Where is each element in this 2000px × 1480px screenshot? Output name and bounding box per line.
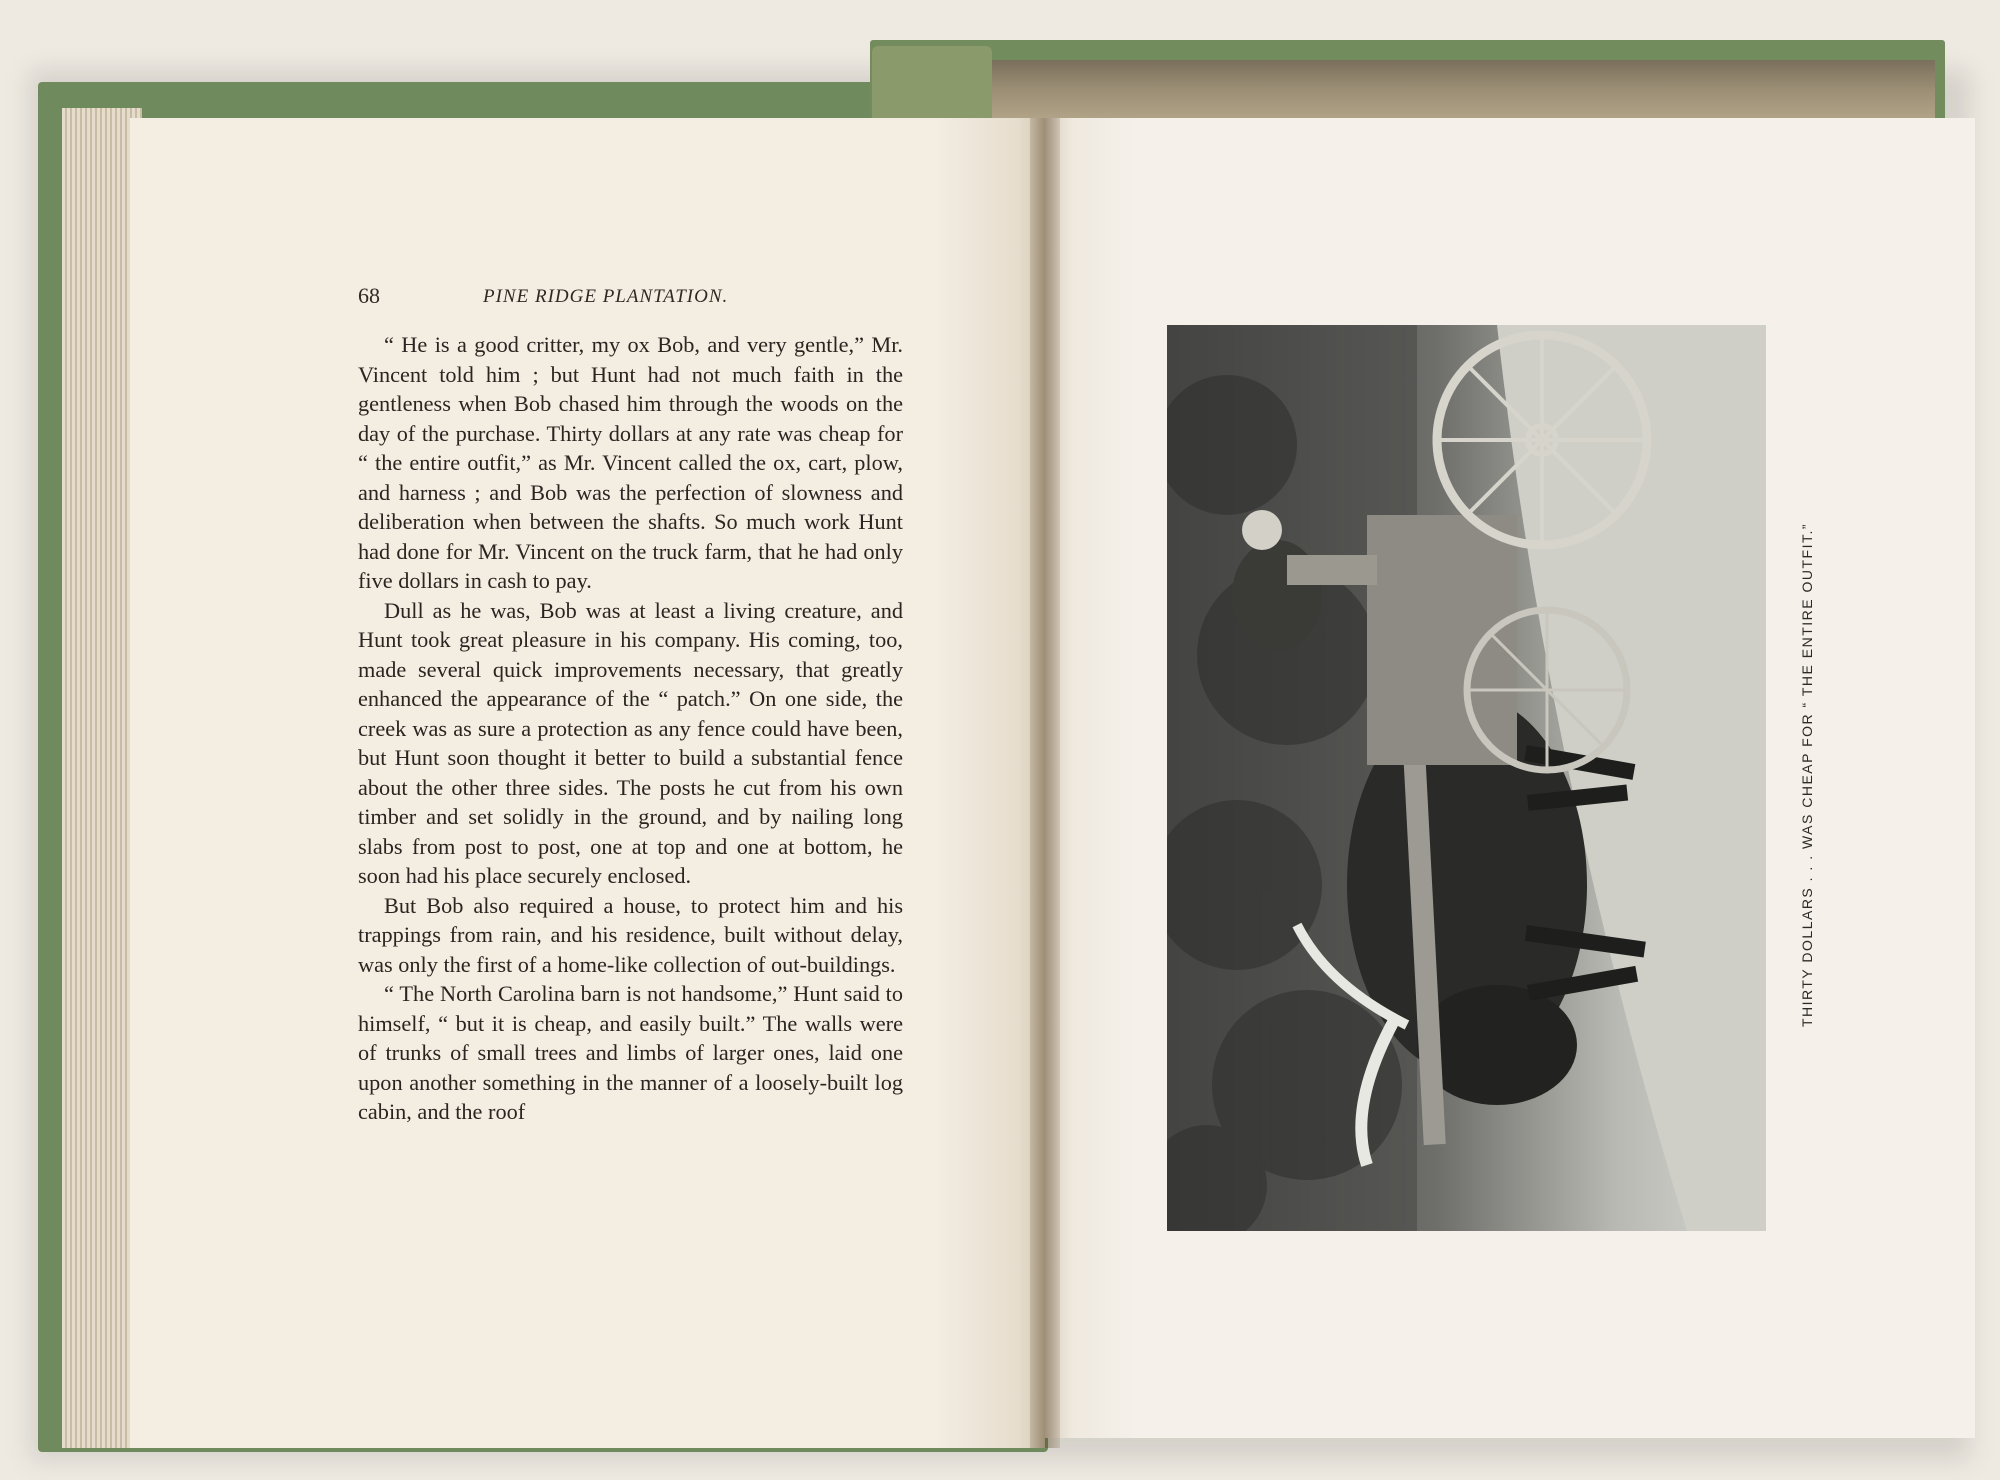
running-head	[358, 283, 903, 313]
paragraph-4: “ The North Carolina barn is not handsome,” Hunt said to himself, “ but it is cheap, and easily built.” The walls were of trunks of small trees and limbs of larger ones, laid one upon another something in the manner of a loosely-built log cabin, and the roof	[358, 981, 903, 1124]
small-wheel	[1467, 610, 1627, 770]
illustration-plate	[1167, 325, 1766, 1231]
running-title: PINE RIDGE PLANTATION.	[483, 286, 729, 307]
paragraph-3: But Bob also required a house, to protect him and his trappings from rain, and his residence, built without delay, was only the first of a home-like collection of out-buildings.	[358, 892, 903, 977]
body-text	[358, 330, 903, 1127]
ox-cart-photo	[1167, 325, 1766, 1231]
book-gutter	[1030, 118, 1060, 1448]
cart-body	[1367, 515, 1517, 765]
paragraph-1: “ He is a good critter, my ox Bob, and very gentle,” Mr. Vincent told him ; but Hunt had not much faith in the gentleness when Bob chased him through the woods on the day of the purchase. Thirty dollars at any rate was cheap for “ the entire outfit,” as Mr. Vincent called the ox, cart, plow, and harness ; and Bob was the perfection of slowness and deliberation when between the shafts. So much work Hunt had done for Mr. Vincent on the truck farm, that he had only five dollars in cash to pay.	[358, 332, 903, 593]
page-number: 68	[358, 283, 380, 308]
paragraph-2: Dull as he was, Bob was at least a living creature, and Hunt took great pleasure in his company. His coming, too, made several quick improvements necessary, that greatly enhanced the appearance of the “ patch.” On one side, the creek was as sure a protection as any fence could have been, but Hunt soon thought it better to build a substantial fence about the other three sides. The posts he cut from his own timber and set solidly in the ground, and by nailing long slabs from post to post, one at top and one at bottom, he soon had his place securely enclosed.	[358, 597, 903, 888]
caption-text: THIRTY DOLLARS . . . WAS CHEAP FOR “ THE ENTIRE OUTFIT.”	[1799, 522, 1815, 1028]
large-wheel	[1437, 335, 1647, 545]
book-spine	[872, 46, 992, 124]
